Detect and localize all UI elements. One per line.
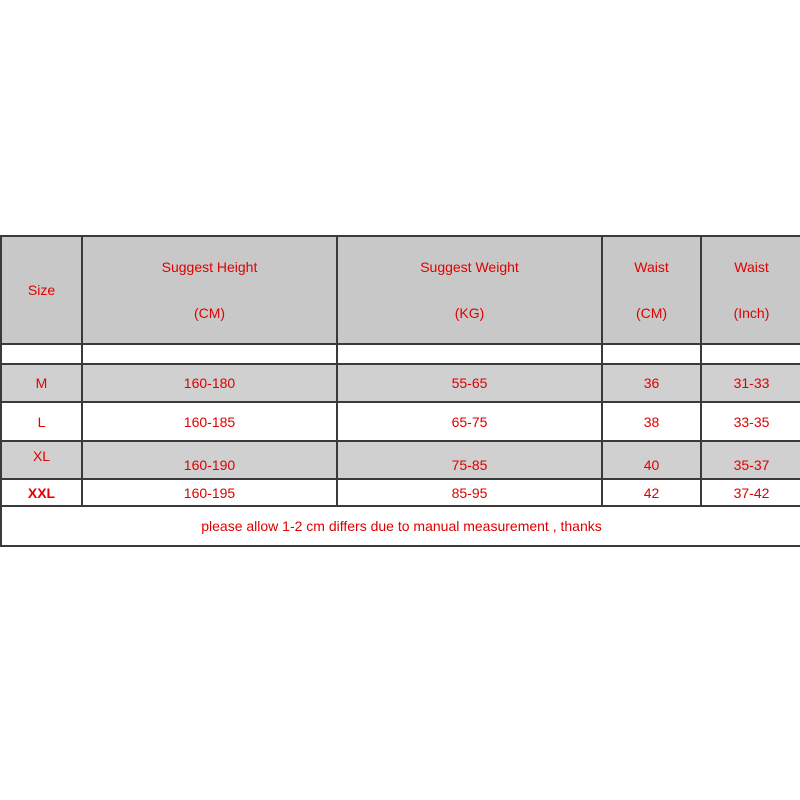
size-header (1, 236, 82, 344)
note-cell (1, 506, 800, 546)
waist-inch-header-label: Waist (734, 259, 769, 275)
height-header-label: Suggest Height (161, 259, 258, 275)
waist-cm-cell (602, 364, 701, 402)
size-value: XXL (27, 484, 56, 501)
table-row (1, 441, 800, 479)
waist-inch-cell (701, 441, 800, 479)
waist-inch-cell (701, 402, 800, 441)
waist-cm-value: 38 (643, 413, 660, 430)
height-cell (82, 441, 337, 479)
height-value: 160-195 (183, 484, 236, 501)
spacer-cell (1, 344, 82, 364)
waist-inch-header (701, 236, 800, 344)
waist-inch-value: 31-33 (733, 375, 770, 391)
size-header-label: Size (27, 282, 56, 298)
height-header (82, 236, 337, 344)
waist-cm-cell (602, 479, 701, 506)
weight-header-label: Suggest Weight (420, 259, 519, 275)
waist-inch-cell (701, 364, 800, 402)
waist-cm-value: 36 (643, 375, 660, 391)
height-value: 160-190 (183, 457, 236, 473)
waist-cm-value: 40 (643, 457, 660, 473)
weight-cell (337, 402, 602, 441)
waist-cm-cell (602, 441, 701, 479)
spacer-cell (701, 344, 800, 364)
size-value: L (37, 413, 46, 430)
height-value: 160-185 (183, 413, 236, 430)
size-value: M (35, 375, 48, 391)
measurement-note: please allow 1-2 cm differs due to manual measurement , thanks (201, 518, 602, 534)
weight-value: 55-65 (451, 375, 488, 391)
weight-cell (337, 479, 602, 506)
waist-inch-value: 37-42 (733, 484, 770, 501)
note-row (1, 506, 800, 546)
size-cell (1, 479, 82, 506)
size-chart-table (0, 235, 800, 547)
weight-cell (337, 364, 602, 402)
waist-cm-header-label: Waist (634, 259, 669, 275)
height-cell (82, 402, 337, 441)
height-value: 160-180 (183, 375, 236, 391)
waist-cm-cell (602, 402, 701, 441)
size-cell (1, 402, 82, 441)
weight-header (337, 236, 602, 344)
spacer-cell (337, 344, 602, 364)
weight-value: 75-85 (451, 457, 488, 473)
size-value: XL (32, 448, 51, 464)
weight-header-unit: (KG) (454, 305, 485, 321)
waist-inch-value: 33-35 (733, 413, 770, 430)
table-row (1, 364, 800, 402)
waist-cm-header-unit: (CM) (635, 305, 668, 321)
height-cell (82, 364, 337, 402)
waist-inch-cell (701, 479, 800, 506)
table-row (1, 479, 800, 506)
weight-value: 65-75 (451, 413, 488, 430)
waist-inch-header-unit: (Inch) (733, 305, 770, 321)
weight-cell (337, 441, 602, 479)
spacer-row (1, 344, 800, 364)
spacer-cell (82, 344, 337, 364)
size-cell (1, 364, 82, 402)
height-header-unit: (CM) (193, 305, 226, 321)
header-row (1, 236, 800, 344)
table-row (1, 402, 800, 441)
waist-cm-value: 42 (643, 484, 660, 501)
waist-cm-header (602, 236, 701, 344)
height-cell (82, 479, 337, 506)
weight-value: 85-95 (451, 484, 488, 501)
waist-inch-value: 35-37 (733, 457, 770, 473)
size-cell (1, 441, 82, 479)
spacer-cell (602, 344, 701, 364)
